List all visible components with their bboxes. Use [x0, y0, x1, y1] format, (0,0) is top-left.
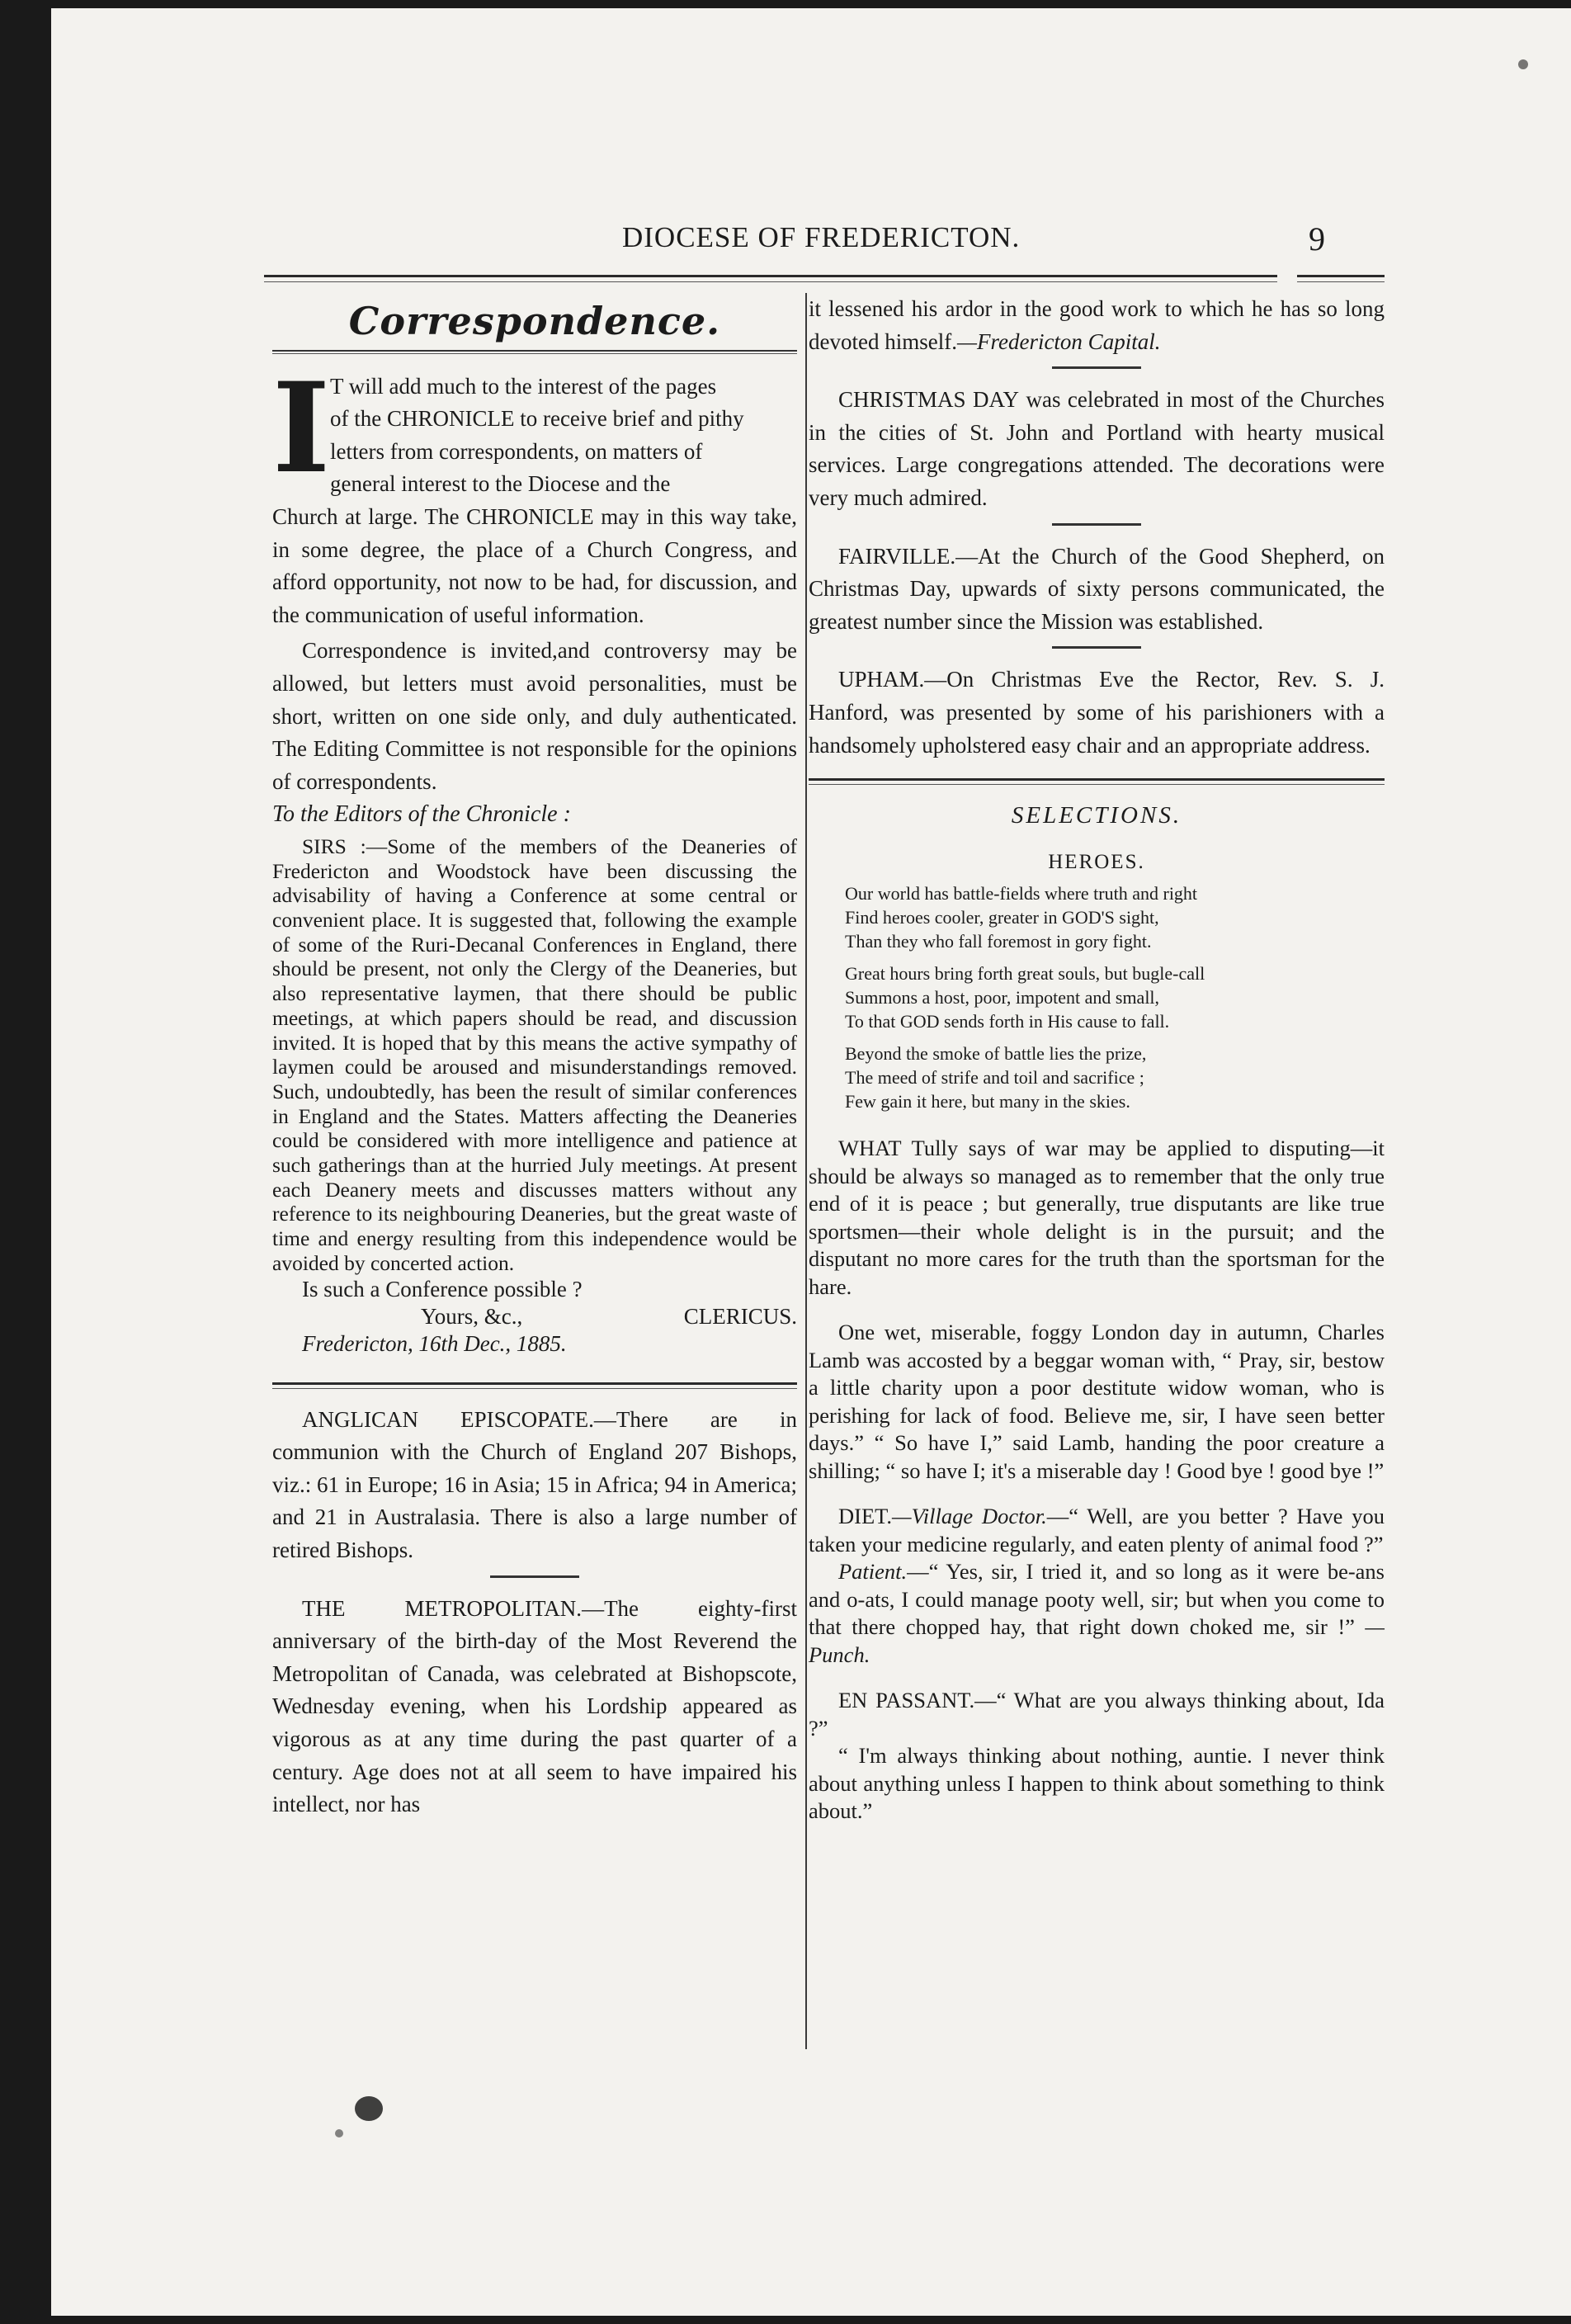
upham-lead: UPHAM. [838, 667, 925, 692]
patient-source: —Punch. [809, 1614, 1385, 1667]
tully-body: Tully says of war may be applied to disputing—it should be always so managed as to remember that the only true end of it is peace ; but generally, true disputants are like true sportsmen—their whole delight is in the pursuit; and the disputant no more cares for the truth than the sportsman for the hare. [809, 1136, 1385, 1299]
stanza [845, 961, 1385, 1033]
letter-lead: SIRS : [302, 834, 366, 858]
passant-lead: EN PASSANT. [838, 1688, 975, 1713]
policy-paragraph: Correspondence is invited,and controversy may be allowed, but letters must avoid personalities, must be short, written on one side only, and duly authenticated. The Editing Committee is not responsible for the opinions of correspondents. [272, 638, 797, 794]
left-column [272, 297, 797, 1821]
patient-speaker: Patient. [838, 1559, 908, 1585]
christmas-lead: CHRISTMAS DAY [838, 387, 1020, 413]
lamb-paragraph: One wet, miserable, foggy London day in autumn, Charles Lamb was accosted by a beggar woman with, “ Pray, sir, bestow a little charity upon a poor destitute widow woman, who is perishing for lack of food. Believe me, sir, I have seen better days.” “ So have I,” said Lamb, handing the poor creature a shilling; “ so have I; it's a miserable day ! Good bye ! good bye !” [809, 1320, 1385, 1483]
right-column [809, 293, 1385, 1826]
section-rule [272, 1382, 797, 1385]
diet-paragraph [809, 1503, 1385, 1558]
header-rule-thin [264, 281, 1277, 282]
intro-line: T will add much to the interest of the pages [330, 373, 717, 399]
continued-source: —Fredericton Capital. [956, 328, 1161, 354]
patient-body: —“ Yes, sir, I tried it, and so long as it were be-ans and o-ats, I could manage pooty well, sir; but when you come to that there chopped hay, that right down choked me, sir !” [809, 1559, 1385, 1640]
upham-body: —On Christmas Eve the Rector, Rev. S. J. Hanford, was presented by some of his parishioners with a handsomely upholstered easy chair and an appropriate address. [809, 667, 1385, 758]
page-number: 9 [1309, 220, 1326, 257]
christmas-body: was celebrated in most of the Churches in the cities of St. John and Portland with hearty musical services. Large congregations attended. The decorations were very much admired. [809, 387, 1385, 510]
tully-lead: WHAT [838, 1136, 902, 1161]
separator [490, 1575, 579, 1578]
poem [809, 881, 1385, 1113]
poem-line: Beyond the smoke of battle lies the prize, [845, 1043, 1147, 1065]
metropolitan-paragraph [272, 1593, 797, 1821]
letter-paragraph [272, 834, 797, 1276]
intro-paragraph [272, 355, 797, 632]
intro-line: general interest to the Diocese and the [330, 471, 671, 497]
column-divider [805, 293, 807, 2049]
poem-line: To that GOD sends forth in His cause to fall. [845, 1011, 1170, 1032]
selections-body [809, 1135, 1385, 1826]
diet-speaker: —Village Doctor. [892, 1504, 1047, 1529]
episcopate-body: —There are in communion with the Church of England 207 Bishops, viz.: 61 in Europe; 16 in Asia; 15 in Africa; 94 in America; and 21 in Australasia. There is also a large number of retired Bishops. [272, 1406, 797, 1562]
continued-text: it lessened his ardor in the good work to which he has so long devoted himself. [809, 296, 1385, 354]
header-rule [264, 275, 1277, 277]
running-title: DIOCESE OF FREDERICTON. [622, 221, 1021, 253]
diet-body: —“ Well, are you better ? Have you taken your medicine regularly, and eaten plenty of animal food ?” [809, 1504, 1385, 1556]
ink-spot [355, 2096, 383, 2121]
passant-paragraph [809, 1687, 1385, 1742]
christmas-paragraph [809, 384, 1385, 514]
place-date: Fredericton, 16th Dec., 1885. [302, 1330, 567, 1356]
heading-rule [272, 350, 797, 352]
header-rule-short-thin [1297, 281, 1385, 282]
fairville-paragraph [809, 541, 1385, 639]
tully-paragraph [809, 1135, 1385, 1301]
episcopate-paragraph [272, 1404, 797, 1567]
fairville-body: —At the Church of the Good Shepherd, on Christmas Day, upwards of sixty persons communicated, the greatest number since the Mission was established. [809, 543, 1385, 634]
ink-spot [335, 2129, 343, 2137]
drop-cap: I [272, 355, 331, 501]
intro-line: of the CHRONICLE to receive brief and pithy [330, 406, 744, 432]
section-rule-thin [272, 1388, 797, 1389]
passant-reply: “ I'm always thinking about nothing, auntie. I never think about anything unless I happen to think about something to think about.” [809, 1743, 1385, 1824]
poem-line: Summons a host, poor, impotent and small, [845, 987, 1160, 1008]
diet-lead: DIET. [838, 1504, 892, 1529]
separator [1052, 646, 1141, 649]
document-page [51, 8, 1571, 2316]
fairville-lead: FAIRVILLE. [838, 543, 956, 569]
stanza [845, 1042, 1385, 1113]
upham-paragraph [809, 664, 1385, 762]
heading-rule-thin [272, 353, 797, 354]
signature: CLERICUS. [683, 1303, 797, 1329]
selections-title: SELECTIONS. [1011, 802, 1182, 829]
poem-line: Few gain it here, but many in the skies. [845, 1091, 1130, 1112]
poem-line: Than they who fall foremost in gory fight. [845, 931, 1152, 952]
poem-line: Our world has battle-fields where truth and right [845, 883, 1198, 905]
metropolitan-body: —The eighty-first anniversary of the birth-day of the Most Reverend the Metropolitan of Canada, was celebrated at Bishopscote, Wednesday evening, when his Lordship appeared as vigorous as at any time during the past quarter of a century. Age does not at all seem to have impaired his intellect, nor has [272, 1595, 798, 1817]
passant-body: —“ What are you always thinking about, Ida ?” [809, 1688, 1385, 1741]
letter-salutation: To the Editors of the Chronicle : [272, 801, 571, 828]
poem-line: Great hours bring forth great souls, but bugle-call [845, 963, 1205, 985]
intro-line: letters from correspondents, on matters of [330, 438, 703, 464]
signature-line [272, 1303, 797, 1330]
letter-signoff [272, 1276, 797, 1358]
episcopate-lead: ANGLICAN EPISCOPATE. [302, 1406, 594, 1432]
section-heading: Correspondence. [348, 299, 721, 343]
poem-title: HEROES. [1048, 850, 1145, 873]
letter-body: —Some of the members of the Deaneries of Fredericton and Woodstock have been discussing the advisability of having a Conference at some central or convenient place. It is suggested that, following the example of some of the Ruri-Decanal Conferences in England, there should be present, not only the Clergy of the Deaneries, but also representative laymen, that there should be public meetings, at which papers should be read, and discussion invited. It is hoped that by this means the active sympathy of laymen could be aroused and misunderstandings removed. Such, undoubtedly, has been the result of similar conferences in England and the States. Matters affecting the Deaneries could be considered with more intelligence and patience at such gatherings than at the hurried July meetings. At present each Deanery meets and discusses matters without any reference to its neighbouring Deaneries, but the great waste of time and energy resulting from this independence would be avoided by concerted action. [272, 834, 797, 1275]
ink-spot [1518, 59, 1528, 69]
section-rule [809, 778, 1385, 781]
metropolitan-lead: THE METROPOLITAN. [302, 1595, 583, 1621]
separator [1052, 366, 1141, 369]
poem-line: The meed of strife and toil and sacrifice ; [845, 1067, 1144, 1089]
stanza [845, 881, 1385, 953]
separator [1052, 523, 1141, 526]
intro-rest: Church at large. The CHRONICLE may in this way take, in some degree, the place of a Church Congress, and afford opportunity, not now to be had, for discussion, and the communication of useful information. [272, 503, 797, 627]
letter-question: Is such a Conference possible ? [302, 1276, 583, 1301]
header-rule-short [1297, 275, 1385, 277]
continued-paragraph [809, 293, 1385, 358]
patient-paragraph [809, 1558, 1385, 1669]
poem-line: Find heroes cooler, greater in GOD'S sight, [845, 907, 1159, 928]
yours: Yours, &c., [421, 1303, 523, 1329]
section-rule-thin [809, 784, 1385, 785]
